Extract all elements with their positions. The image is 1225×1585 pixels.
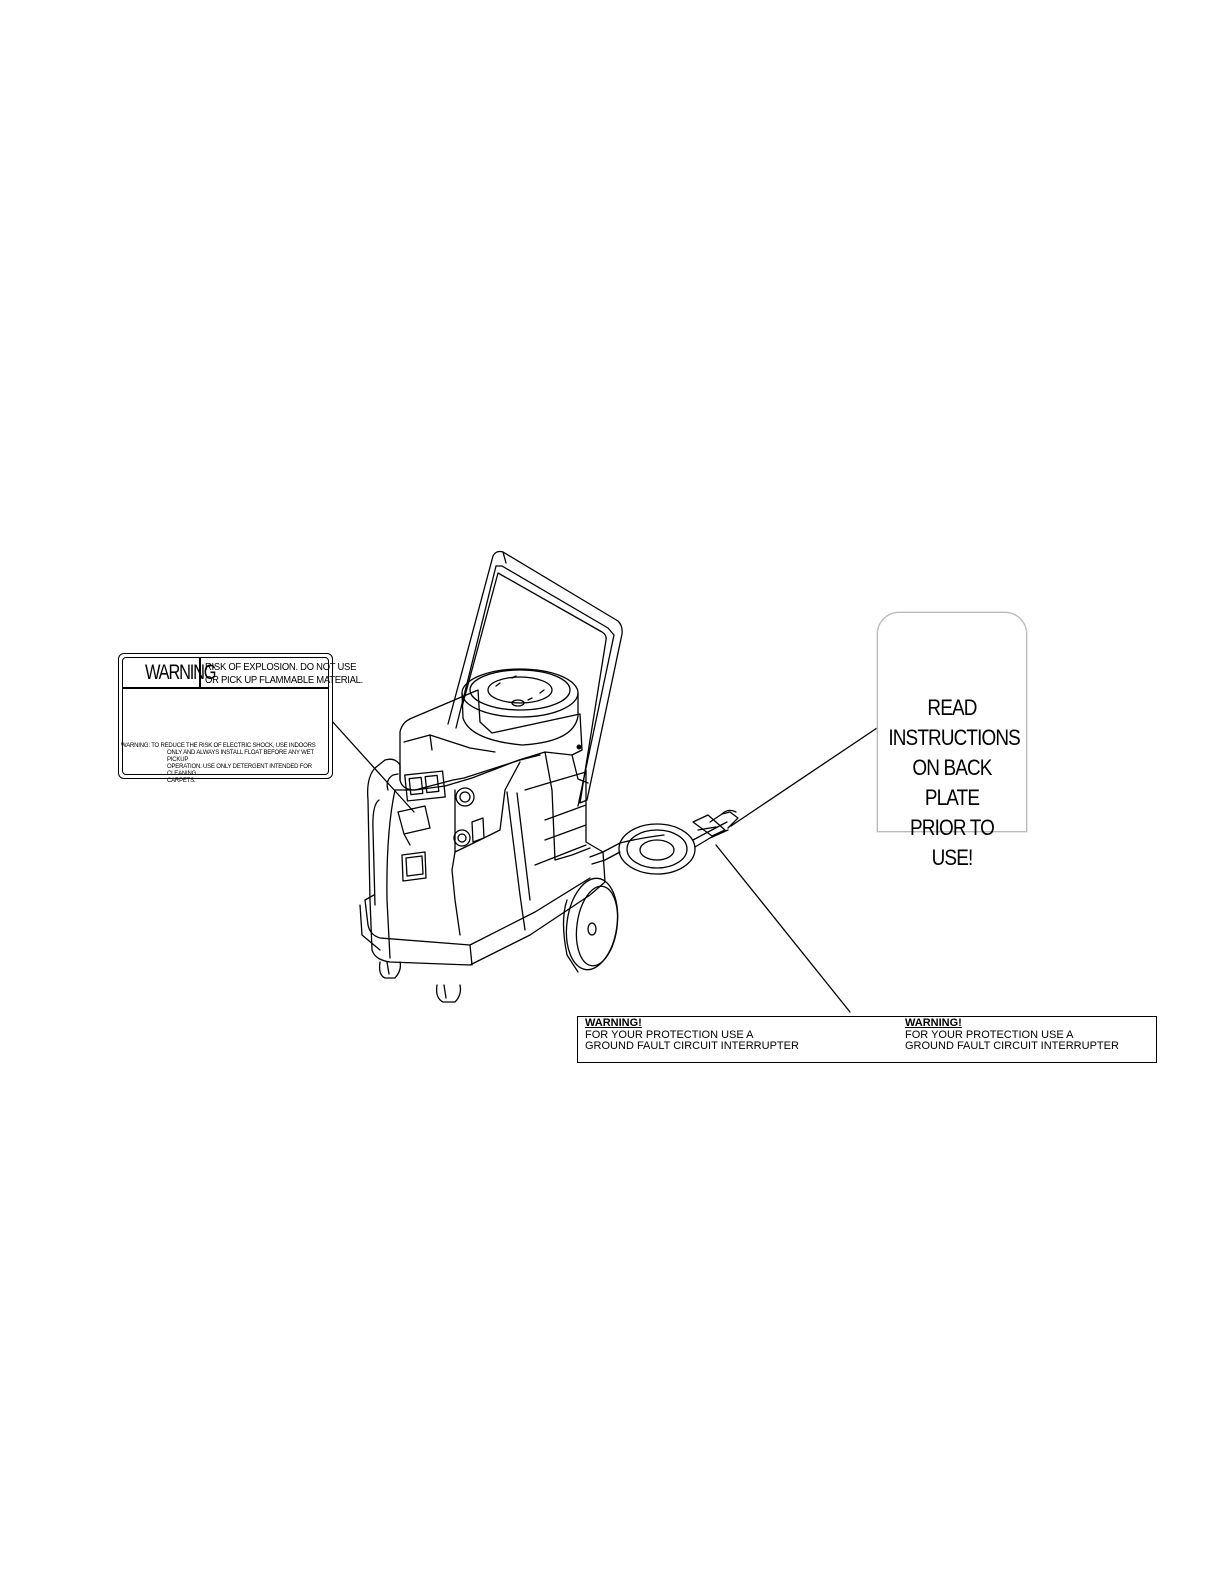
gfci-left-title: WARNING! <box>585 1017 642 1029</box>
gfci-left-line-2: GROUND FAULT CIRCUIT INTERRUPTER <box>585 1040 799 1052</box>
gfci-right-title: WARNING! <box>905 1017 962 1029</box>
read-instructions-decal <box>877 612 1027 870</box>
decal-divider-horizontal <box>122 687 329 689</box>
electric-shock-warning-text <box>121 743 329 785</box>
read-instructions-line-2: INSTRUCTIONS <box>888 725 1020 750</box>
gfci-right-line-2: GROUND FAULT CIRCUIT INTERRUPTER <box>905 1040 1119 1052</box>
gfci-warning-decal <box>577 1016 1157 1063</box>
fineprint-line-3: OPERATION. USE ONLY DETERGENT INTENDED FOR CLEANING <box>167 764 312 777</box>
power-cord <box>590 810 738 874</box>
fineprint-line-4: CARPETS. <box>167 778 196 784</box>
fineprint-line-2: ONLY AND ALWAYS INSTALL FLOAT BEFORE ANY WET PICKUP <box>167 750 314 763</box>
gfci-left-line-1: FOR YOUR PROTECTION USE A <box>585 1028 754 1041</box>
explosion-warning-headline <box>205 661 363 687</box>
read-instructions-text <box>888 693 1020 873</box>
read-instructions-line-1: READ <box>927 695 977 720</box>
gfci-right-line-1: FOR YOUR PROTECTION USE A <box>905 1028 1074 1041</box>
read-instructions-line-3: ON BACK PLATE <box>912 755 992 810</box>
read-instructions-line-4: PRIOR TO USE! <box>910 815 994 870</box>
explosion-warning-decal <box>118 653 364 784</box>
machine-wheels <box>380 875 624 1002</box>
gfci-panel-left <box>585 1018 799 1053</box>
headline-line-1: RISK OF EXPLOSION. DO NOT USE <box>205 661 357 673</box>
gfci-panel-right <box>905 1018 1119 1053</box>
warning-word: WARNING <box>145 661 216 684</box>
machine-body <box>360 752 605 965</box>
fineprint-line-1: WARNING: TO REDUCE THE RISK OF ELECTRIC SHOCK, USE INDOORS <box>121 743 316 749</box>
headline-line-2: OR PICK UP FLAMMABLE MATERIAL. <box>205 674 364 686</box>
